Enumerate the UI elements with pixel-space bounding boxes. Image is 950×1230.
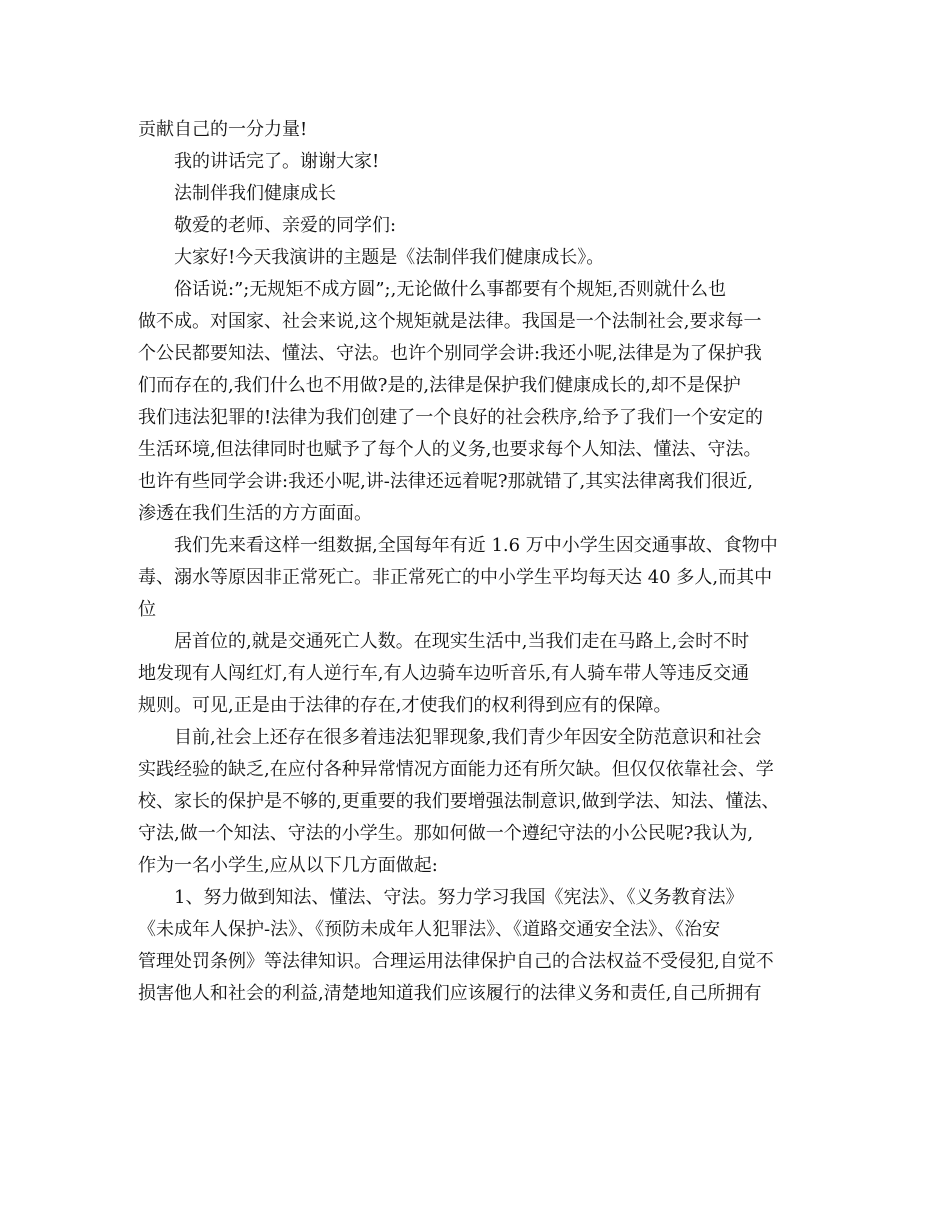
text-line: 贡献自己的一分力量!	[138, 119, 308, 140]
text-line: 居首位的,就是交通死亡人数。在现实生活中,当我们走在马路上,会时不时	[174, 631, 750, 652]
text-line: 我的讲话完了。谢谢大家!	[174, 151, 380, 172]
speech-title: 法制伴我们健康成长	[174, 183, 336, 204]
text-line: 《未成年人保护-法》、《预防未成年人犯罪法》、《道路交通安全法》、《治安	[138, 919, 721, 940]
text-line: 位	[138, 599, 156, 620]
text-line: 损害他人和社会的利益,清楚地知道我们应该履行的法律义务和责任,自己所拥有	[138, 983, 762, 1004]
text-line: 俗话说:”;无规矩不成方圆”;,无论做什么事都要有个规矩,否则就什么也	[174, 279, 727, 300]
text-line: 我们先来看这样一组数据,全国每年有近 1.6 万中小学生因交通事故、食物中	[174, 535, 778, 556]
text-line: 地发现有人闯红灯,有人逆行车,有人边骑车边听音乐,有人骑车带人等违反交通	[138, 663, 750, 684]
text-line: 实践经验的缺乏,在应付各种异常情况方面能力还有所欠缺。但仅仅依靠社会、学	[138, 759, 774, 780]
body-text	[138, 114, 828, 1010]
text-line: 也许有些同学会讲:我还小呢,讲-法律还远着呢?那就错了,其实法律离我们很近,	[138, 471, 753, 492]
text-line: 我们违法犯罪的!法律为我们创建了一个良好的社会秩序,给予了我们一个安定的	[138, 407, 763, 428]
text-line: 大家好!今天我演讲的主题是《法制伴我们健康成长》。	[174, 247, 605, 268]
text-line: 个公民都要知法、懂法、守法。也许个别同学会讲:我还小呢,法律是为了保护我	[138, 343, 762, 364]
text-line: 渗透在我们生活的方方面面。	[138, 503, 372, 524]
text-line: 们而存在的,我们什么也不用做?是的,法律是保护我们健康成长的,却不是保护	[138, 375, 741, 396]
text-line: 1、努力做到知法、懂法、守法。努力学习我国《宪法》、《义务教育法》	[174, 887, 744, 908]
text-line: 校、家长的保护是不够的,更重要的我们要增强法制意识,做到学法、知法、懂法、	[138, 791, 780, 812]
text-line: 做不成。对国家、社会来说,这个规矩就是法律。我国是一个法制社会,要求每一	[138, 311, 762, 332]
text-line: 规则。可见,正是由于法律的存在,才使我们的权利得到应有的保障。	[138, 695, 672, 716]
text-line: 作为一名小学生,应从以下几方面做起:	[138, 855, 438, 876]
salutation: 敬爱的老师、亲爱的同学们:	[174, 215, 397, 236]
text-line: 管理处罚条例》等法律知识。合理运用法律保护自己的合法权益不受侵犯,自觉不	[138, 951, 774, 972]
text-line: 毒、溺水等原因非正常死亡。非正常死亡的中小学生平均每天达 40 多人,而其中	[138, 567, 773, 588]
text-line: 生活环境,但法律同时也赋予了每个人的义务,也要求每个人知法、懂法、守法。	[138, 439, 762, 460]
text-line: 目前,社会上还存在很多着违法犯罪现象,我们青少年因安全防范意识和社会	[174, 727, 762, 748]
text-line: 守法,做一个知法、守法的小学生。那如何做一个遵纪守法的小公民呢?我认为,	[138, 823, 754, 844]
